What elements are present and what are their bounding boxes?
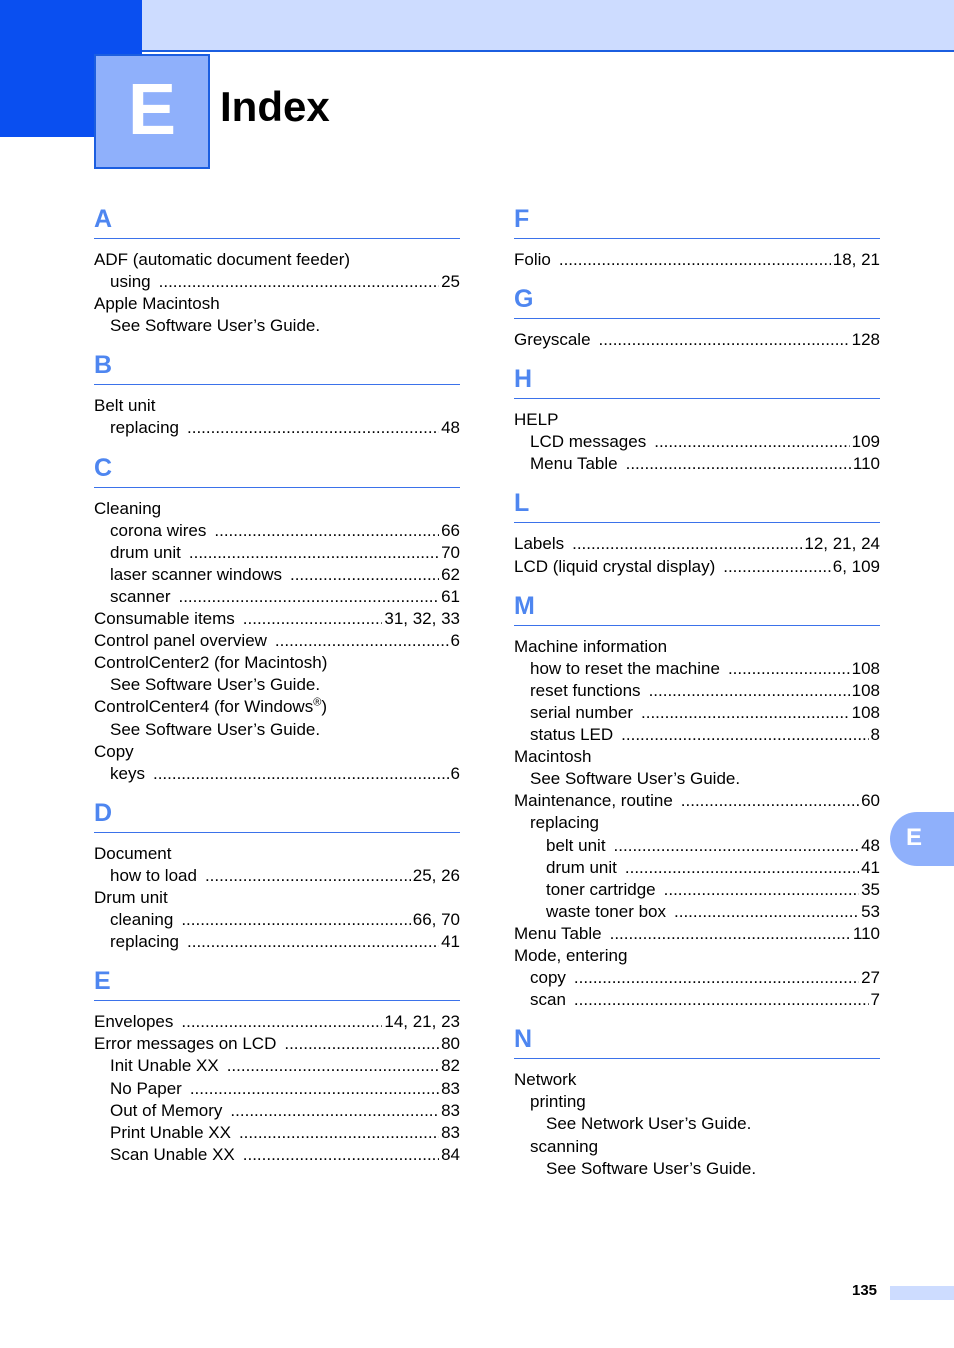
page-reference[interactable]: 53 bbox=[861, 901, 880, 921]
index-entry[interactable] bbox=[514, 533, 880, 555]
entry-term-text: See Software User’s Guide. bbox=[110, 719, 321, 739]
entry-term bbox=[94, 608, 235, 630]
dot-leader bbox=[230, 1100, 439, 1122]
dot-leader bbox=[610, 923, 851, 945]
entry-term-text: Labels bbox=[514, 534, 565, 554]
entry-term-text: how to reset the machine bbox=[530, 658, 720, 678]
dot-leader bbox=[227, 1055, 439, 1077]
entry-term-text: Menu Table bbox=[530, 454, 618, 474]
entry-term bbox=[110, 931, 179, 953]
section-letter: N bbox=[514, 1020, 880, 1059]
entry-term-text: LCD messages bbox=[530, 432, 647, 452]
entry-term-text: Scan Unable XX bbox=[110, 1144, 235, 1164]
entry-term-text: See Software User’s Guide. bbox=[530, 769, 741, 789]
entry-term bbox=[94, 630, 267, 652]
entry-term-text: Greyscale bbox=[514, 330, 591, 350]
index-entry[interactable] bbox=[94, 608, 460, 630]
index-entry bbox=[94, 498, 460, 520]
index-section bbox=[94, 200, 460, 337]
index-entry bbox=[514, 746, 880, 768]
entry-term bbox=[110, 316, 320, 335]
entry-term bbox=[94, 1033, 276, 1055]
page-reference[interactable]: 61 bbox=[441, 586, 460, 606]
page-reference[interactable]: 60 bbox=[861, 791, 880, 811]
index-entry[interactable] bbox=[94, 1100, 460, 1122]
entry-term-text: scanning bbox=[530, 1136, 599, 1156]
entry-term-text: Init Unable XX bbox=[110, 1056, 219, 1076]
dot-leader bbox=[190, 1078, 439, 1100]
entry-term bbox=[110, 1078, 182, 1100]
index-entry[interactable] bbox=[514, 967, 880, 989]
entry-term bbox=[110, 1055, 219, 1077]
page-number: 135 bbox=[852, 1282, 878, 1299]
dot-leader bbox=[654, 431, 849, 453]
entry-term bbox=[546, 857, 617, 879]
entry-term-text: Control panel overview bbox=[94, 631, 267, 651]
entry-term bbox=[110, 271, 151, 293]
index-entry bbox=[514, 812, 880, 834]
section-letter: C bbox=[94, 449, 460, 488]
entry-term bbox=[530, 1137, 598, 1156]
entry-term bbox=[110, 417, 179, 439]
dot-leader bbox=[189, 542, 439, 564]
index-entry[interactable] bbox=[514, 329, 880, 351]
dot-leader bbox=[181, 1011, 382, 1033]
dot-leader bbox=[559, 249, 831, 271]
chapter-side-tab[interactable] bbox=[890, 812, 954, 866]
page-reference[interactable]: 6 bbox=[450, 631, 460, 651]
entry-term bbox=[110, 520, 206, 542]
index-entry[interactable] bbox=[94, 1144, 460, 1166]
dot-leader bbox=[674, 901, 859, 923]
entry-term bbox=[514, 637, 667, 656]
index-column-right bbox=[514, 200, 880, 1189]
index-entry bbox=[94, 315, 460, 337]
entry-term-text: drum unit bbox=[110, 542, 181, 562]
page-reference[interactable]: 108 bbox=[851, 680, 880, 700]
dot-leader bbox=[181, 909, 410, 931]
index-section bbox=[514, 360, 880, 475]
index-entry[interactable] bbox=[94, 1055, 460, 1077]
index-entry[interactable] bbox=[94, 520, 460, 542]
index-entry[interactable] bbox=[514, 453, 880, 475]
index-entry[interactable] bbox=[94, 865, 460, 887]
dot-leader bbox=[664, 879, 859, 901]
index-entry[interactable] bbox=[514, 556, 880, 578]
section-letter: E bbox=[94, 962, 460, 1001]
index-entry bbox=[94, 843, 460, 865]
entry-term-text: status LED bbox=[530, 725, 614, 745]
index-column-left bbox=[94, 200, 460, 1175]
page-reference[interactable]: 41 bbox=[441, 932, 460, 952]
dot-leader bbox=[621, 724, 868, 746]
entry-term bbox=[530, 658, 720, 680]
entry-term bbox=[514, 249, 551, 271]
page-reference[interactable]: 108 bbox=[851, 658, 880, 678]
entry-term bbox=[530, 453, 618, 475]
index-entry bbox=[514, 1113, 880, 1135]
index-entry[interactable] bbox=[514, 989, 880, 1011]
entry-term bbox=[110, 564, 282, 586]
page-reference[interactable]: 110 bbox=[852, 454, 880, 474]
dot-leader bbox=[574, 967, 859, 989]
entry-term bbox=[110, 1100, 222, 1122]
dot-leader bbox=[723, 556, 831, 578]
index-section bbox=[514, 484, 880, 577]
entry-term-text: Mode, entering bbox=[514, 945, 628, 965]
entry-term bbox=[94, 396, 155, 415]
entry-term-text: Consumable items bbox=[94, 609, 235, 629]
index-entry bbox=[94, 395, 460, 417]
index-section bbox=[514, 1020, 880, 1179]
page-reference[interactable]: 48 bbox=[441, 418, 460, 438]
index-entry[interactable] bbox=[94, 271, 460, 293]
entry-term bbox=[530, 989, 566, 1011]
index-entry bbox=[94, 719, 460, 741]
entry-term-text: Apple Macintosh bbox=[94, 294, 220, 314]
index-entry[interactable] bbox=[514, 857, 880, 879]
entry-term-text: scanner bbox=[110, 586, 171, 606]
entry-term bbox=[110, 586, 170, 608]
dot-leader bbox=[599, 329, 850, 351]
entry-term bbox=[530, 967, 566, 989]
index-entry[interactable] bbox=[94, 1122, 460, 1144]
index-entry[interactable] bbox=[94, 1033, 460, 1055]
dot-leader bbox=[243, 608, 383, 630]
index-entry[interactable] bbox=[514, 702, 880, 724]
page-reference[interactable]: 110 bbox=[852, 923, 880, 943]
chapter-letter-box bbox=[94, 54, 210, 169]
page-reference[interactable]: 66, 70 bbox=[412, 910, 460, 930]
entry-term bbox=[530, 769, 740, 788]
page-reference[interactable]: 6, 109 bbox=[832, 556, 880, 576]
page-number-bar bbox=[890, 1286, 954, 1300]
index-entry[interactable] bbox=[514, 724, 880, 746]
entry-term-text: replacing bbox=[110, 932, 179, 952]
entry-term-text: ADF (automatic document feeder) bbox=[94, 250, 351, 269]
entry-term-text: ControlCenter2 (for Macintosh) bbox=[94, 653, 328, 673]
entry-term-text: keys bbox=[110, 763, 145, 783]
entry-term bbox=[110, 1122, 231, 1144]
page-reference[interactable]: 66 bbox=[441, 520, 460, 540]
dot-leader bbox=[681, 790, 859, 812]
index-section bbox=[514, 200, 880, 271]
page-reference[interactable]: 31, 32, 33 bbox=[384, 609, 460, 629]
index-entry[interactable] bbox=[514, 835, 880, 857]
entry-term-text: Macintosh bbox=[514, 747, 592, 767]
dot-leader bbox=[239, 1122, 439, 1144]
page-reference[interactable]: 12, 21, 24 bbox=[804, 534, 880, 554]
entry-term-text: Drum unit bbox=[94, 887, 168, 907]
entry-term bbox=[94, 294, 220, 313]
page-reference[interactable]: 25 bbox=[441, 272, 460, 292]
dot-leader bbox=[572, 533, 802, 555]
dot-leader bbox=[626, 453, 851, 475]
entry-term-text: LCD (liquid crystal display) bbox=[514, 556, 716, 576]
entry-term-text: Print Unable XX bbox=[110, 1122, 231, 1142]
index-entry[interactable] bbox=[514, 249, 880, 271]
page-reference[interactable]: 8 bbox=[870, 725, 880, 745]
entry-term-text: Copy bbox=[94, 741, 134, 761]
entry-term bbox=[514, 946, 627, 965]
page-reference[interactable]: 18, 21 bbox=[832, 250, 880, 269]
entry-term-text: Belt unit bbox=[94, 396, 156, 416]
entry-term bbox=[514, 1070, 576, 1089]
page-reference[interactable]: 35 bbox=[861, 879, 880, 899]
entry-term bbox=[94, 697, 327, 716]
dot-leader bbox=[187, 417, 439, 439]
entry-term-text: Machine information bbox=[514, 636, 668, 656]
entry-term bbox=[110, 675, 320, 694]
entry-term bbox=[514, 747, 591, 766]
entry-term bbox=[530, 680, 641, 702]
entry-term-text: belt unit bbox=[546, 835, 606, 855]
index-entry[interactable] bbox=[514, 431, 880, 453]
index-entry[interactable] bbox=[514, 923, 880, 945]
index-entry bbox=[514, 1158, 880, 1180]
entry-term bbox=[94, 844, 171, 863]
section-letter: M bbox=[514, 587, 880, 626]
index-entry bbox=[94, 652, 460, 674]
section-letter: A bbox=[94, 200, 460, 239]
index-section bbox=[514, 280, 880, 351]
index-entry bbox=[94, 741, 460, 763]
page-reference[interactable]: 82 bbox=[441, 1056, 460, 1076]
index-entry bbox=[514, 636, 880, 658]
index-entry[interactable] bbox=[94, 564, 460, 586]
index-entry[interactable] bbox=[94, 931, 460, 953]
index-section bbox=[94, 346, 460, 439]
entry-term-text: printing bbox=[530, 1092, 586, 1112]
page-reference[interactable]: 128 bbox=[851, 330, 880, 350]
page-reference[interactable]: 25, 26 bbox=[412, 865, 460, 885]
entry-term-text: replacing bbox=[110, 418, 179, 438]
entry-term bbox=[94, 1011, 173, 1033]
entry-term-text: using bbox=[110, 272, 151, 292]
index-entry[interactable] bbox=[94, 417, 460, 439]
index-entry bbox=[514, 1069, 880, 1091]
entry-term-text: laser scanner windows bbox=[110, 564, 282, 584]
index-entry bbox=[514, 409, 880, 431]
dot-leader bbox=[649, 680, 850, 702]
index-entry[interactable] bbox=[94, 630, 460, 652]
entry-term-text: Folio bbox=[514, 250, 551, 269]
page-reference[interactable]: 41 bbox=[861, 857, 880, 877]
entry-term bbox=[94, 499, 161, 518]
registered-mark: ® bbox=[313, 696, 322, 709]
index-entry[interactable] bbox=[94, 586, 460, 608]
index-entry bbox=[514, 1136, 880, 1158]
page-reference[interactable]: 83 bbox=[441, 1122, 460, 1142]
entry-term-text: Error messages on LCD bbox=[94, 1034, 277, 1054]
entry-term bbox=[546, 1159, 756, 1178]
entry-term bbox=[530, 431, 646, 453]
entry-term-text: Network bbox=[514, 1070, 577, 1090]
dot-leader bbox=[284, 1033, 439, 1055]
index-entry[interactable] bbox=[94, 542, 460, 564]
entry-term bbox=[514, 329, 591, 351]
index-entry bbox=[94, 249, 460, 271]
index-entry[interactable] bbox=[514, 680, 880, 702]
index-entry[interactable] bbox=[514, 658, 880, 680]
index-entry[interactable] bbox=[94, 763, 460, 785]
page-reference[interactable]: 62 bbox=[441, 564, 460, 584]
page-reference[interactable]: 7 bbox=[870, 990, 880, 1010]
header-band bbox=[142, 0, 954, 52]
dot-leader bbox=[728, 658, 850, 680]
entry-term bbox=[94, 250, 350, 269]
entry-term bbox=[94, 653, 327, 672]
index-entry[interactable] bbox=[94, 1078, 460, 1100]
entry-term-text: toner cartridge bbox=[546, 879, 656, 899]
entry-term-text: cleaning bbox=[110, 910, 174, 930]
entry-term bbox=[514, 923, 602, 945]
index-entry[interactable] bbox=[514, 790, 880, 812]
entry-term bbox=[546, 1114, 751, 1133]
index-entry bbox=[94, 887, 460, 909]
page-reference[interactable]: 6 bbox=[450, 763, 460, 783]
entry-term bbox=[530, 702, 633, 724]
page-reference[interactable]: 14, 21, 23 bbox=[384, 1012, 460, 1032]
section-letter: D bbox=[94, 794, 460, 833]
entry-term bbox=[514, 790, 673, 812]
dot-leader bbox=[574, 989, 869, 1011]
index-entry[interactable] bbox=[514, 879, 880, 901]
page-reference[interactable]: 27 bbox=[861, 968, 880, 988]
side-tab-label: E bbox=[906, 824, 923, 851]
index-entry bbox=[94, 293, 460, 315]
entry-term-text: drum unit bbox=[546, 857, 617, 877]
section-letter: G bbox=[514, 280, 880, 319]
entry-term-text: how to load bbox=[110, 865, 197, 885]
dot-leader bbox=[178, 586, 439, 608]
entry-term-text: See Software User’s Guide. bbox=[110, 316, 321, 336]
dot-leader bbox=[641, 702, 850, 724]
entry-term-text: scan bbox=[530, 990, 566, 1010]
section-letter: B bbox=[94, 346, 460, 385]
index-entry bbox=[94, 674, 460, 696]
chapter-letter: E bbox=[127, 70, 177, 150]
index-section bbox=[94, 962, 460, 1166]
entry-term-text: waste toner box bbox=[546, 901, 667, 921]
index-section bbox=[94, 794, 460, 953]
entry-term-text: See Software User’s Guide. bbox=[110, 675, 321, 695]
entry-term-text: Cleaning bbox=[94, 498, 162, 518]
page-title: Index bbox=[220, 83, 330, 130]
entry-term bbox=[110, 763, 145, 785]
entry-term-text: replacing bbox=[530, 813, 599, 833]
index-section bbox=[514, 587, 880, 1012]
index-entry bbox=[514, 1091, 880, 1113]
entry-term bbox=[110, 865, 197, 887]
entry-term bbox=[110, 909, 173, 931]
page-reference[interactable]: 83 bbox=[441, 1100, 460, 1120]
page-reference[interactable]: 108 bbox=[851, 702, 880, 722]
entry-term bbox=[530, 724, 613, 746]
entry-term-text: Out of Memory bbox=[110, 1100, 223, 1120]
section-letter: L bbox=[514, 484, 880, 523]
entry-term-suffix: ) bbox=[321, 697, 327, 717]
page-reference[interactable]: 70 bbox=[441, 542, 460, 562]
dot-leader bbox=[187, 931, 439, 953]
entry-term-text: ControlCenter4 (for Windows bbox=[94, 697, 314, 717]
entry-term-text: HELP bbox=[514, 410, 559, 430]
index-entry bbox=[514, 768, 880, 790]
entry-term-text: See Network User’s Guide. bbox=[546, 1114, 752, 1134]
entry-term bbox=[546, 879, 656, 901]
dot-leader bbox=[625, 857, 859, 879]
entry-term bbox=[94, 888, 168, 907]
dot-leader bbox=[153, 763, 449, 785]
entry-term-text: serial number bbox=[530, 702, 633, 722]
section-letter: H bbox=[514, 360, 880, 399]
dot-leader bbox=[205, 865, 411, 887]
section-letter: F bbox=[514, 200, 880, 239]
index-entry[interactable] bbox=[514, 901, 880, 923]
entry-term bbox=[530, 1092, 586, 1111]
entry-term bbox=[514, 533, 564, 555]
entry-term-text: No Paper bbox=[110, 1078, 182, 1098]
page-reference[interactable]: 83 bbox=[441, 1078, 460, 1098]
entry-term-text: Document bbox=[94, 843, 172, 863]
entry-term bbox=[94, 742, 134, 761]
dot-leader bbox=[275, 630, 449, 652]
dot-leader bbox=[614, 835, 860, 857]
dot-leader bbox=[214, 520, 439, 542]
entry-term-text: Menu Table bbox=[514, 923, 602, 943]
page-reference[interactable]: 84 bbox=[441, 1144, 460, 1164]
entry-term bbox=[546, 901, 666, 923]
entry-term-text: Envelopes bbox=[94, 1012, 174, 1032]
entry-term bbox=[514, 410, 558, 429]
dot-leader bbox=[159, 271, 439, 293]
index-entry[interactable] bbox=[94, 1011, 460, 1033]
dot-leader bbox=[290, 564, 439, 586]
page-reference[interactable]: 109 bbox=[851, 432, 880, 452]
entry-term bbox=[110, 1144, 235, 1166]
entry-term bbox=[514, 556, 715, 578]
page-reference[interactable]: 80 bbox=[441, 1034, 460, 1054]
index-entry[interactable] bbox=[94, 909, 460, 931]
index-section bbox=[94, 449, 460, 785]
entry-term-text: corona wires bbox=[110, 520, 207, 540]
index-entry bbox=[94, 696, 460, 718]
index-entry bbox=[514, 945, 880, 967]
entry-term bbox=[110, 542, 181, 564]
entry-term bbox=[546, 835, 606, 857]
entry-term-text: copy bbox=[530, 968, 566, 988]
entry-term bbox=[530, 813, 599, 832]
entry-term bbox=[110, 720, 320, 739]
entry-term-text: Maintenance, routine bbox=[514, 791, 673, 811]
dot-leader bbox=[243, 1144, 439, 1166]
page-reference[interactable]: 48 bbox=[861, 835, 880, 855]
entry-term-text: See Software User’s Guide. bbox=[546, 1158, 757, 1178]
entry-term-text: reset functions bbox=[530, 680, 641, 700]
